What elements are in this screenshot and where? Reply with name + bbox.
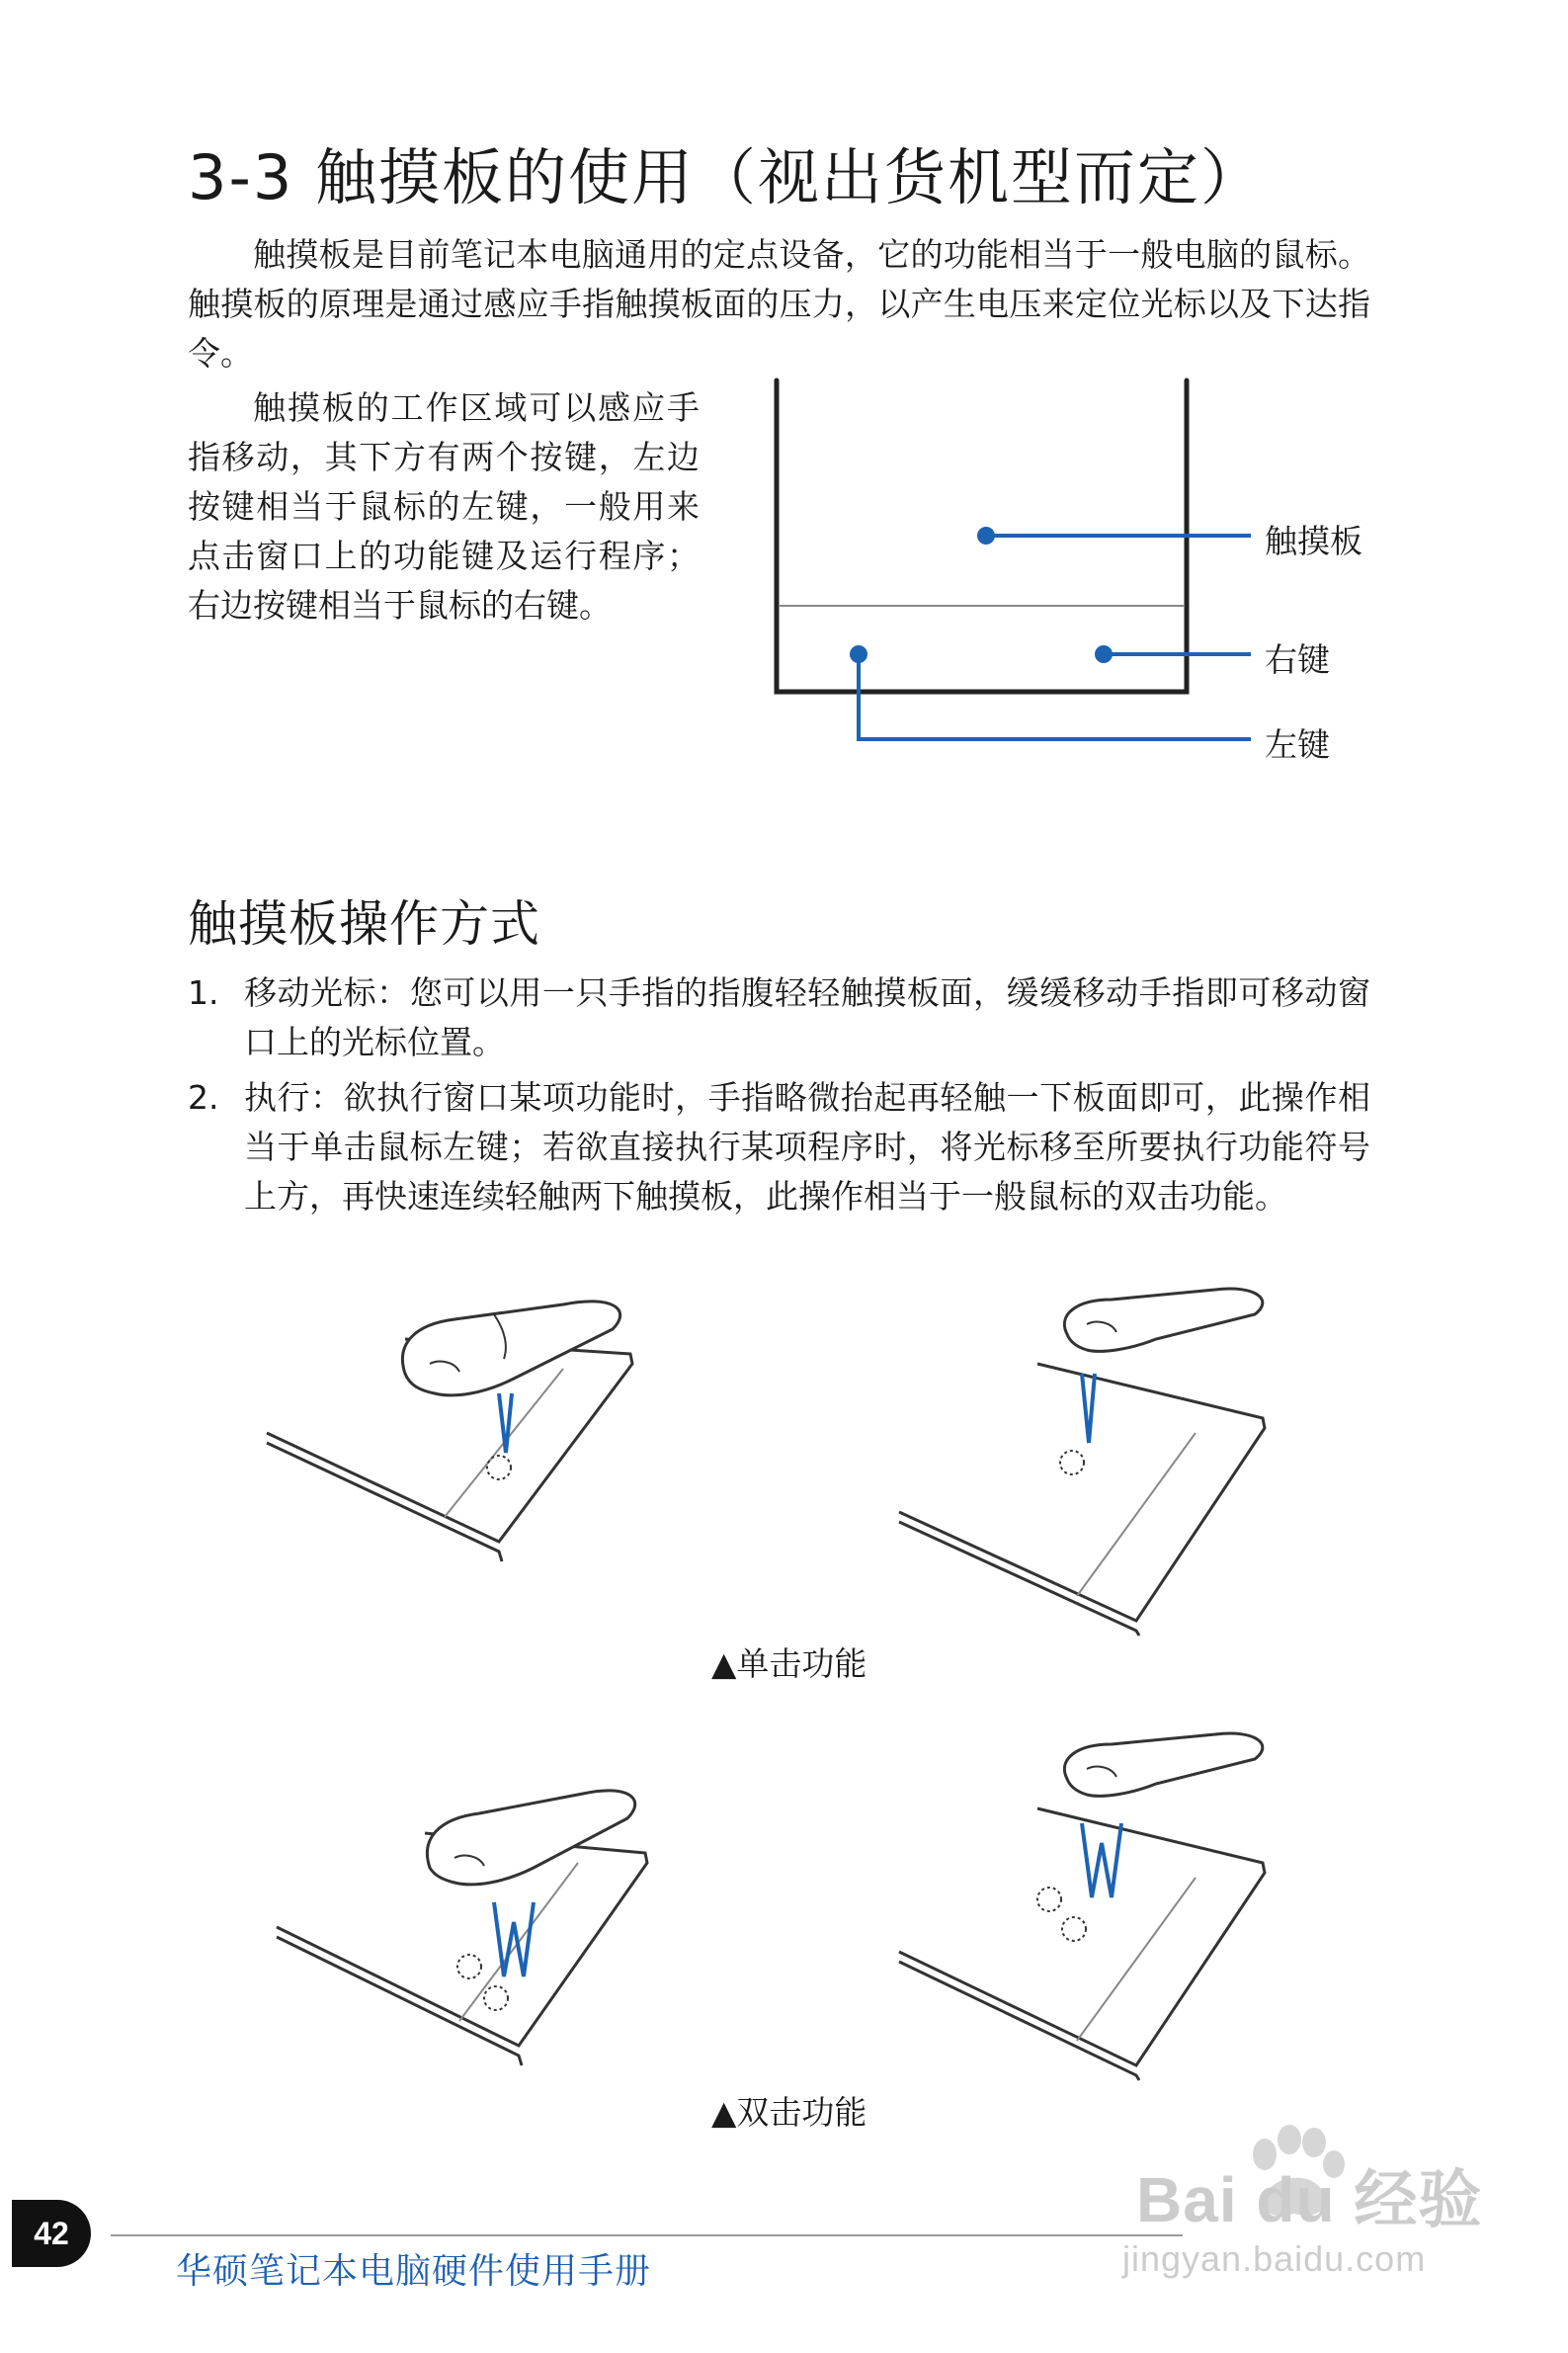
watermark-url: jingyan.baidu.com [1122,2238,1427,2279]
list-item-number: 1. [188,973,219,1012]
double-tap-illustration-a [267,1739,682,2065]
touchpad-diagram [0,0,1568,791]
work-area-paragraph: 触摸板的工作区域可以感应手指移动，其下方有两个按键，左边按键相当于鼠标的左键，一般用来点击窗口上的功能键及运行程序；右边按键相当于鼠标的右键。 [188,388,700,625]
section-title: 3-3 触摸板的使用（视出货机型而定） [188,141,1264,213]
double-click-caption: ▲双击功能 [711,2093,867,2132]
page-number: 42 [12,2200,91,2267]
left-button-label: 左键 [1265,725,1330,764]
double-tap-illustration-b [889,1739,1304,2065]
operations-heading: 触摸板操作方式 [188,895,540,953]
left-button-leader [859,654,1251,739]
list-item [188,1073,1370,1221]
intro-paragraph: 触摸板是目前笔记本电脑通用的定点设备，它的功能相当于一般电脑的鼠标。触摸板的原理是通过感应手指触摸板面的压力，以产生电压来定位光标以及下达指令。 [188,235,1370,373]
list-item-text: 执行：欲执行窗口某项功能时，手指略微抬起再轻触一下板面即可，此操作相当于单击鼠标左键；若欲直接执行某项程序时，将光标移至所要执行功能符号上方，再快速连续轻触两下触摸板，此操作相当于一般鼠标的双击功能。 [244,1078,1370,1216]
footer-title: 华硕笔记本电脑硬件使用手册 [176,2251,652,2292]
footer-rule [111,2234,1183,2236]
touchpad-label: 触摸板 [1265,522,1362,560]
single-tap-illustration-b [889,1295,1304,1631]
single-click-caption: ▲单击功能 [711,1644,867,1683]
list-item [188,968,1370,1067]
watermark-brand: Bai du 经验 [1136,2164,1483,2235]
list-item-number: 2. [188,1078,219,1117]
right-button-label: 右键 [1265,640,1330,679]
single-tap-illustration-a [257,1295,672,1631]
list-item-text: 移动光标：您可以用一只手指的指腹轻轻触摸板面，缓缓移动手指即可移动窗口上的光标位置。 [244,973,1370,1061]
